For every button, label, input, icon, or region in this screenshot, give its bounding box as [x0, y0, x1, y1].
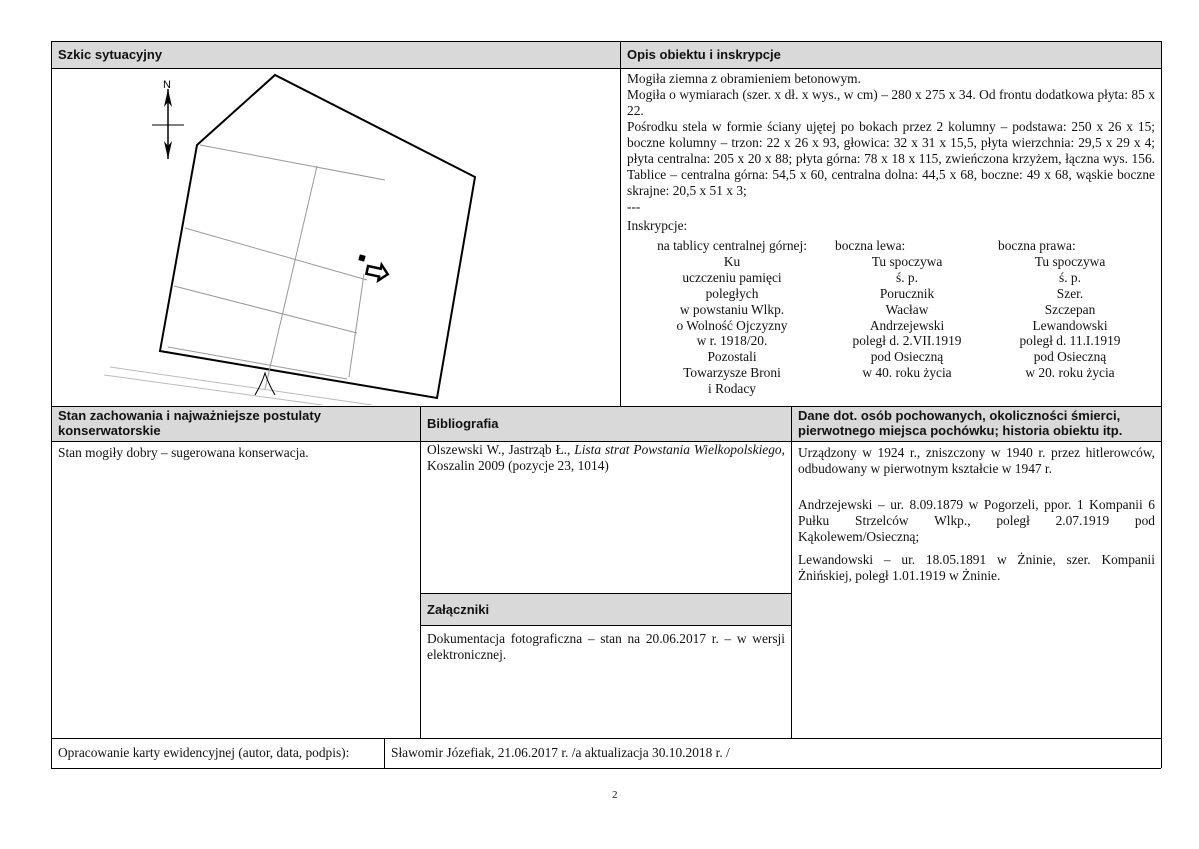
north-arrow-icon	[152, 89, 184, 159]
inscription-center-line: w r. 1918/20.	[696, 333, 768, 349]
page-number: 2	[612, 789, 618, 801]
inscription-center-line: Ku	[723, 253, 741, 269]
entrance-icon	[255, 373, 275, 395]
persons-paragraph-1: Urządzony w 1924 r., zniszczony w 1940 r. przez hitlerowców, odbudowany w pierwotnym kształcie w 1947 r.	[798, 445, 1155, 476]
inscription-center-line: Pozostali	[707, 349, 757, 365]
plot-paths	[168, 145, 385, 389]
grave-marker	[358, 254, 365, 261]
attachments-header	[420, 593, 791, 625]
condition-text: Stan mogiły dobry – sugerowana konserwacja.	[58, 445, 309, 460]
bibliography-title: Lista strat Powstania Wielkopolskiego	[574, 442, 782, 457]
inscription-center-line: o Wolność Ojczyzny	[676, 317, 788, 333]
inscription-right-line: poległ d. 11.I.1919	[1019, 333, 1121, 349]
inscription-left-heading: boczna lewa:	[835, 238, 906, 253]
situation-sketch	[52, 69, 619, 405]
attachments-text: Dokumentacja fotograficzna – stan na 20.06.2017 r. – w wersji elektronicznej.	[427, 631, 785, 662]
inscription-left-line: Andrzejewski	[869, 317, 945, 333]
inscription-right-line: Szer.	[1056, 285, 1084, 301]
inscription-center-line: uczczeniu pamięci	[682, 269, 782, 285]
persons-body	[798, 445, 1155, 584]
inscription-center-line: Towarzysze Broni	[683, 365, 781, 381]
cemetery-plot-outline	[160, 75, 475, 398]
inscription-right-line: w 20. roku życia	[1025, 365, 1115, 381]
persons-header-text: Dane dot. osób pochowanych, okoliczności śmierci, pierwotnego miejsca pochówku; historia obiektu itp.	[798, 408, 1123, 438]
bibliography-header-text: Bibliografia	[427, 416, 499, 431]
footer-value: Sławomir Józefiak, 21.06.2017 r. /a aktualizacja 30.10.2018 r. /	[391, 745, 730, 760]
attachments-header-text: Załączniki	[427, 602, 490, 617]
inscription-center-line: i Rodacy	[708, 381, 756, 397]
bibliography-entry	[427, 442, 785, 474]
sketch-header-text: Szkic sytuacyjny	[58, 47, 163, 62]
persons-paragraph-2: Andrzejewski – ur. 8.09.1879 w Pogorzeli, ppor. 1 Kompanii 6 Pułku Strzelców Wlkp., poległ 2.07.1919 pod Kąkolewem/Osieczną;	[798, 497, 1155, 544]
footer-label: Opracowanie karty ewidencyjnej (autor, data, podpis):	[58, 745, 350, 760]
inscription-right-line: Tu spoczywa	[1034, 253, 1106, 269]
inscription-right	[990, 238, 1150, 381]
description-line-4: ---	[627, 199, 641, 214]
inscription-left-line: Tu spoczywa	[871, 253, 943, 269]
bibliography-author: Olszewski W., Jastrząb Ł.,	[427, 442, 575, 457]
inscription-right-line: ś. p.	[1059, 269, 1081, 285]
inscription-center-line: poległych	[705, 285, 759, 301]
description-line-1: Mogiła ziemna z obramieniem betonowym.	[627, 71, 861, 86]
condition-header-text: Stan zachowania i najważniejsze postulaty konserwatorskie	[58, 408, 321, 438]
condition-header	[51, 406, 420, 441]
description-line-5: Inskrypcje:	[627, 218, 688, 233]
inscription-left-line: Wacław	[885, 301, 929, 317]
north-label: N	[163, 79, 171, 91]
inscription-center-heading: na tablicy centralnej górnej:	[657, 238, 807, 253]
inscription-right-heading: boczna prawa:	[998, 238, 1076, 253]
persons-paragraph-3: Lewandowski – ur. 18.05.1891 w Żninie, szer. Kompanii Żnińskiej, poległ 1.01.1919 w Żninie.	[798, 552, 1155, 583]
inscription-left-line: w 40. roku życia	[862, 365, 952, 381]
bibliography-rest: , Koszalin 2009 (pozycje 23, 1014)	[427, 442, 785, 473]
description-body	[627, 71, 1155, 234]
description-line-3: Pośrodku stela w formie ściany ujętej po bokach przez 2 kolumny – podstawa: 250 x 26 x 15; boczne kolumny – trzon: 22 x 26 x 93, głowica: 32 x 31 x 15,5, płyta wierzchnia: 29,5 x 29 x 4; płyta centralna: 205 x 20 x 88; płyta górna: 78 x 18 x 115, zwieńczona krzyżem, łączna wys. 156. Tablice – centralna górna: 54,5 x 60, centralna dolna: 44,5 x 68, boczne: 49 x 68, wąskie boczne skrajne: 20,5 x 51 x 3;	[627, 119, 1155, 198]
bibliography-header	[420, 406, 791, 441]
sketch-header	[51, 41, 620, 68]
inscription-right-line: Lewandowski	[1032, 317, 1108, 333]
description-header-text: Opis obiektu i inskrypcje	[627, 47, 781, 62]
inscription-center	[631, 238, 833, 397]
inscription-center-line: w powstaniu Wlkp.	[679, 301, 785, 317]
inscription-left	[827, 238, 987, 381]
inscription-right-line: pod Osieczną	[1033, 349, 1107, 365]
description-header	[620, 41, 1161, 68]
inscription-left-line: pod Osieczną	[870, 349, 944, 365]
inscription-right-line: Szczepan	[1044, 301, 1096, 317]
description-line-2: Mogiła o wymiarach (szer. x dł. x wys., w cm) – 280 x 275 x 34. Od frontu dodatkowa płyta: 85 x 22.	[627, 87, 1155, 118]
persons-header	[791, 406, 1161, 441]
inscription-left-line: ś. p.	[896, 269, 918, 285]
grave-arrow-icon	[366, 262, 390, 282]
inscription-left-line: poległ d. 2.VII.1919	[852, 333, 962, 349]
inscription-left-line: Porucznik	[879, 285, 935, 301]
